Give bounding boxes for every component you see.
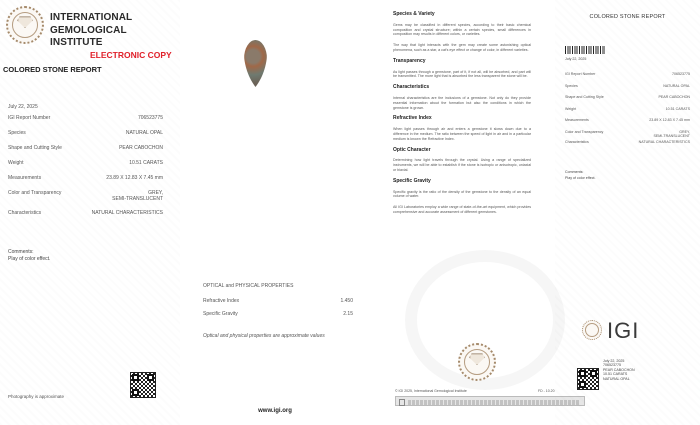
institute-name: INTERNATIONAL GEMOLOGICAL INSTITUTE	[50, 12, 133, 48]
report-fields	[8, 115, 163, 225]
stub-comments: Comments: Play of color effect.	[565, 170, 596, 180]
electronic-copy-label: ELECTRONIC COPY	[90, 50, 172, 60]
igi-seal-stamp	[458, 343, 496, 381]
comments: Comments: Play of color effect.	[8, 249, 51, 262]
field-species: Species NATURAL OPAL	[8, 130, 163, 136]
field-characteristics: Characteristics NATURAL CHARACTERISTICS	[8, 210, 163, 216]
stub-fields: IGI Report Number 706523775 Species NATURAL OPAL Shape and Cutting Style PEAR CABOCHON Weight 10.51 CARATS Measurements 23.89 X 12.83 X 7.45 mm Color and Transparency GREY, SEMI-TRANSLUCENT Characteristics NATURAL CHARACTERISTICS	[565, 72, 690, 144]
property-row: Specific Gravity 2.15	[203, 311, 353, 317]
igi-logo-text: IGI	[607, 318, 640, 343]
stub-date: July 22, 2025	[565, 57, 587, 61]
report-stub-panel	[555, 0, 700, 425]
field-shape: Shape and Cutting Style PEAR CABOCHON	[8, 145, 163, 151]
stub-qr-code[interactable]	[577, 368, 599, 390]
stub-summary: July 22, 2025 706523775 PEAR CABOCHON 10.51 CARATS NATURAL OPAL	[603, 359, 635, 381]
form-id: FD - 10.20	[538, 389, 555, 393]
photo-note: Photography is approximate	[8, 394, 65, 399]
igi-seal-logo	[6, 6, 44, 44]
property-row: Refractive Index 1.450	[203, 298, 353, 304]
info-panel	[370, 0, 555, 425]
field-weight: Weight 10.51 CARATS	[8, 160, 163, 166]
stub-title: COLORED STONE REPORT	[589, 14, 666, 20]
lock-icon	[399, 399, 405, 406]
stone-photo-panel	[180, 0, 370, 425]
info-text: Species & Variety Gems may be classified in different species, according to their basic chemical composition and crystal structure; within a certain species, small differences in composition may results in different colors, or varieties. The way that light interacts with the gem may create some astonishing optical phenomena, such as a star, a cat's eye effect or change of color, in different varieties. Transparency As light passes through a gemstone, part of it, if not all, will be absorbed, and part will be transmitted. The more light that is absorbed the less transparent the stone will be. Characteristics Internal characteristics are the inclusions of a gemstone. Not only do they provide essential information about the formation but also the conditions in which the gemstone is grown. Refractive Index When light passes through air and enters a gemstone it slows down due to a difference in the medium. The ratio between the speed of light in air and in a particular medium is known the Refractive Index. Optic Character Determining how light travels through the crystal. Using a range of specialized instruments, we will be able to establish if the stone is isotropic or anisotropic, uniaxial or biaxial. Specific Gravity Specific gravity is the ratio of the density of the gemstone to the density of an equal volume of water. All IGI Laboratories employ a wide range of state-of-the-art equipment, which provides comprehensive and accurate assessment of different gemstones.	[393, 11, 531, 214]
report-main-panel	[0, 0, 180, 425]
optical-properties: OPTICAL and PHYSICAL PROPERTIES Refractive Index 1.450 Specific Gravity 2.15 Optical and physical properties are approximate values	[203, 283, 353, 324]
igi-seal-small	[582, 320, 602, 340]
field-color: Color and Transparency GREY, SEMI-TRANSLUCENT	[8, 190, 163, 202]
field-measurements: Measurements 23.89 X 12.83 X 7.45 mm	[8, 175, 163, 181]
report-date: July 22, 2025	[8, 104, 38, 110]
report-title: COLORED STONE REPORT	[3, 65, 102, 74]
website-link[interactable]: www.igi.org	[258, 408, 292, 414]
optical-note: Optical and physical properties are approximate values	[203, 333, 325, 339]
gemstone-photo	[244, 40, 267, 87]
field-report-number: IGI Report Number 706523775	[8, 115, 163, 121]
barcode	[565, 46, 605, 54]
copyright: © IGI 2025, International Gemological Institute	[395, 389, 467, 393]
qr-code[interactable]	[130, 372, 156, 398]
